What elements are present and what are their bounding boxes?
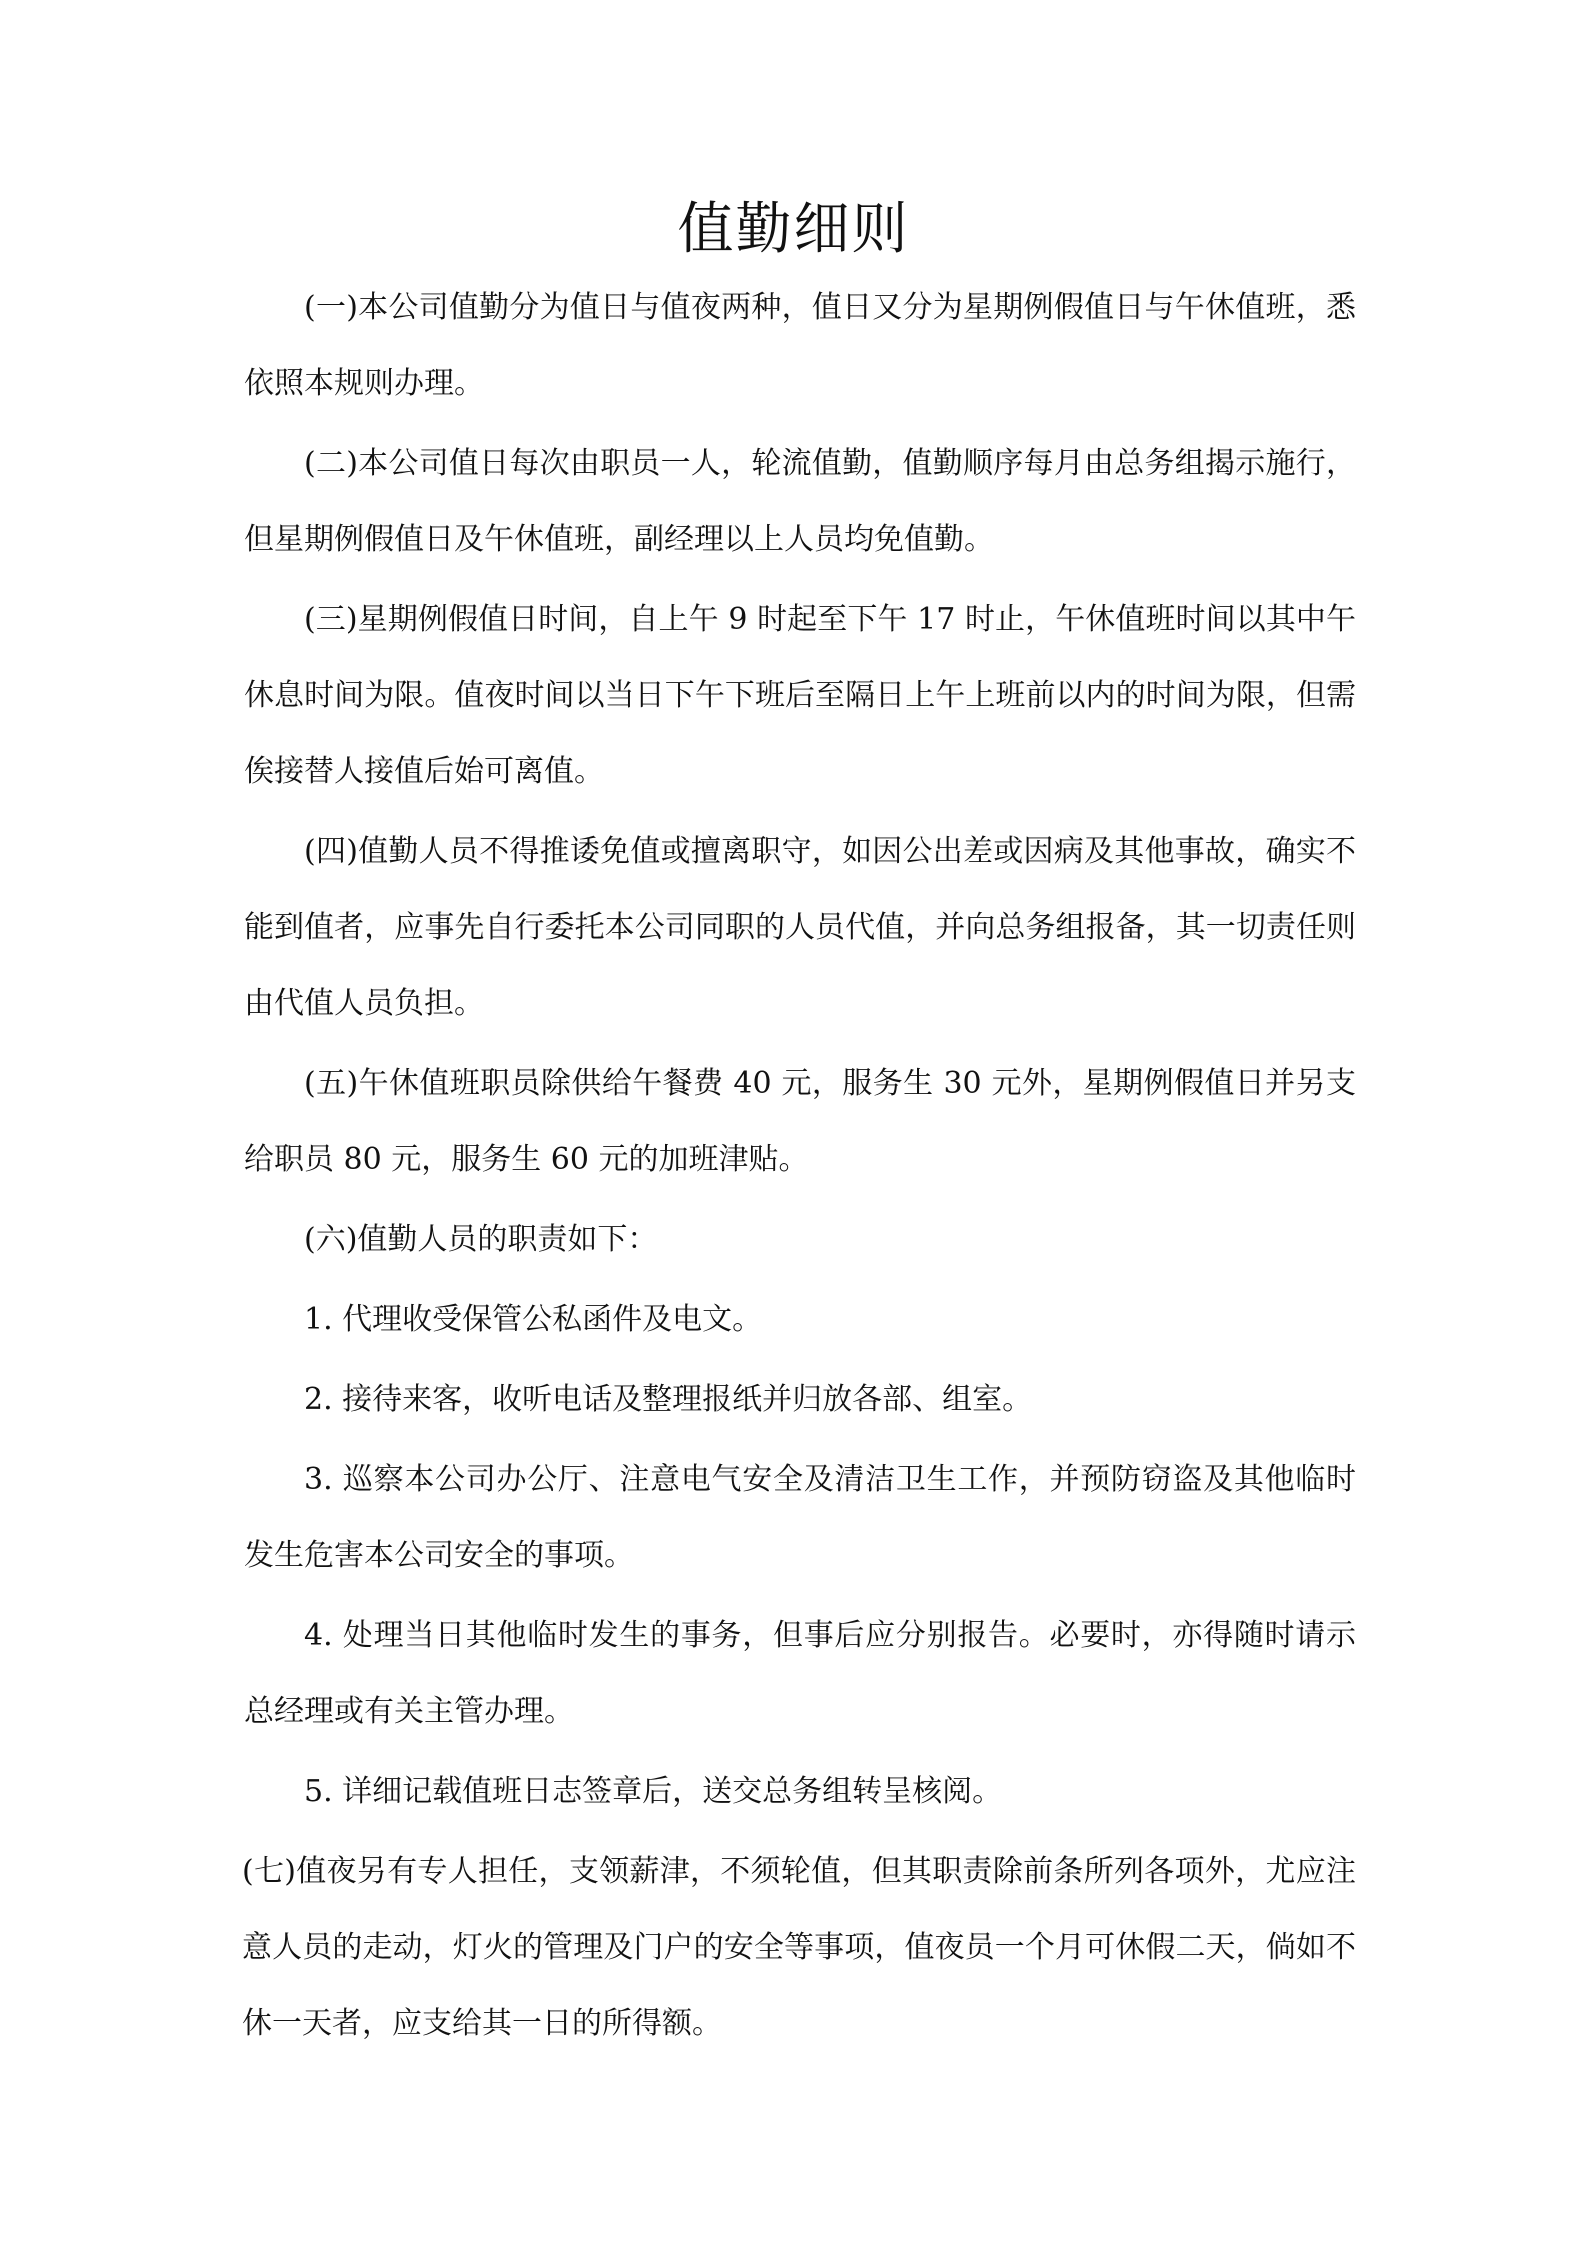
list-item-1: 1. 代理收受保管公私函件及电文。 — [304, 1302, 763, 1337]
list-item-4: 4. 处理当日其他临时发生的事务，但事后应分别报告。必要时，亦得随时请示总经理或有关主管办理。 — [244, 1618, 1356, 1729]
document-title: 值勤细则 — [677, 197, 910, 262]
paragraph-7: (七)值夜另有专人担任，支领薪津，不须轮值，但其职责除前条所列各项外，尤应注意人员的走动，灯火的管理及门户的安全等事项，值夜员一个月可休假二天，倘如不休一天者，应支给其一日的所得额。 — [242, 1854, 1356, 2041]
paragraph-1: (一)本公司值勤分为值日与值夜两种，值日又分为星期例假值日与午休值班，悉依照本规则办理。 — [244, 290, 1356, 401]
list-item-2: 2. 接待来客，收听电话及整理报纸并归放各部、组室。 — [304, 1382, 1033, 1417]
paragraph-4: (四)值勤人员不得推诿免值或擅离职守，如因公出差或因病及其他事故，确实不能到值者，应事先自行委托本公司同职的人员代值，并向总务组报备，其一切责任则由代值人员负担。 — [244, 834, 1356, 1021]
paragraph-6: (六)值勤人员的职责如下： — [304, 1222, 658, 1257]
list-item-5: 5. 详细记载值班日志签章后，送交总务组转呈核阅。 — [304, 1774, 1003, 1809]
document-body — [244, 270, 1356, 2066]
paragraph-3: (三)星期例假值日时间，自上午 9 时起至下午 17 时止，午休值班时间以其中午休息时间为限。值夜时间以当日下午下班后至隔日上午上班前以内的时间为限，但需俟接替人接值后始可离值。 — [244, 602, 1356, 789]
paragraph-2: (二)本公司值日每次由职员一人，轮流值勤，值勤顺序每月由总务组揭示施行，但星期例假值日及午休值班，副经理以上人员均免值勤。 — [244, 446, 1356, 557]
paragraph-5: (五)午休值班职员除供给午餐费 40 元，服务生 30 元外，星期例假值日并另支给职员 80 元，服务生 60 元的加班津贴。 — [244, 1066, 1356, 1177]
list-item-3: 3. 巡察本公司办公厅、注意电气安全及清洁卫生工作，并预防窃盗及其他临时发生危害本公司安全的事项。 — [244, 1462, 1356, 1573]
